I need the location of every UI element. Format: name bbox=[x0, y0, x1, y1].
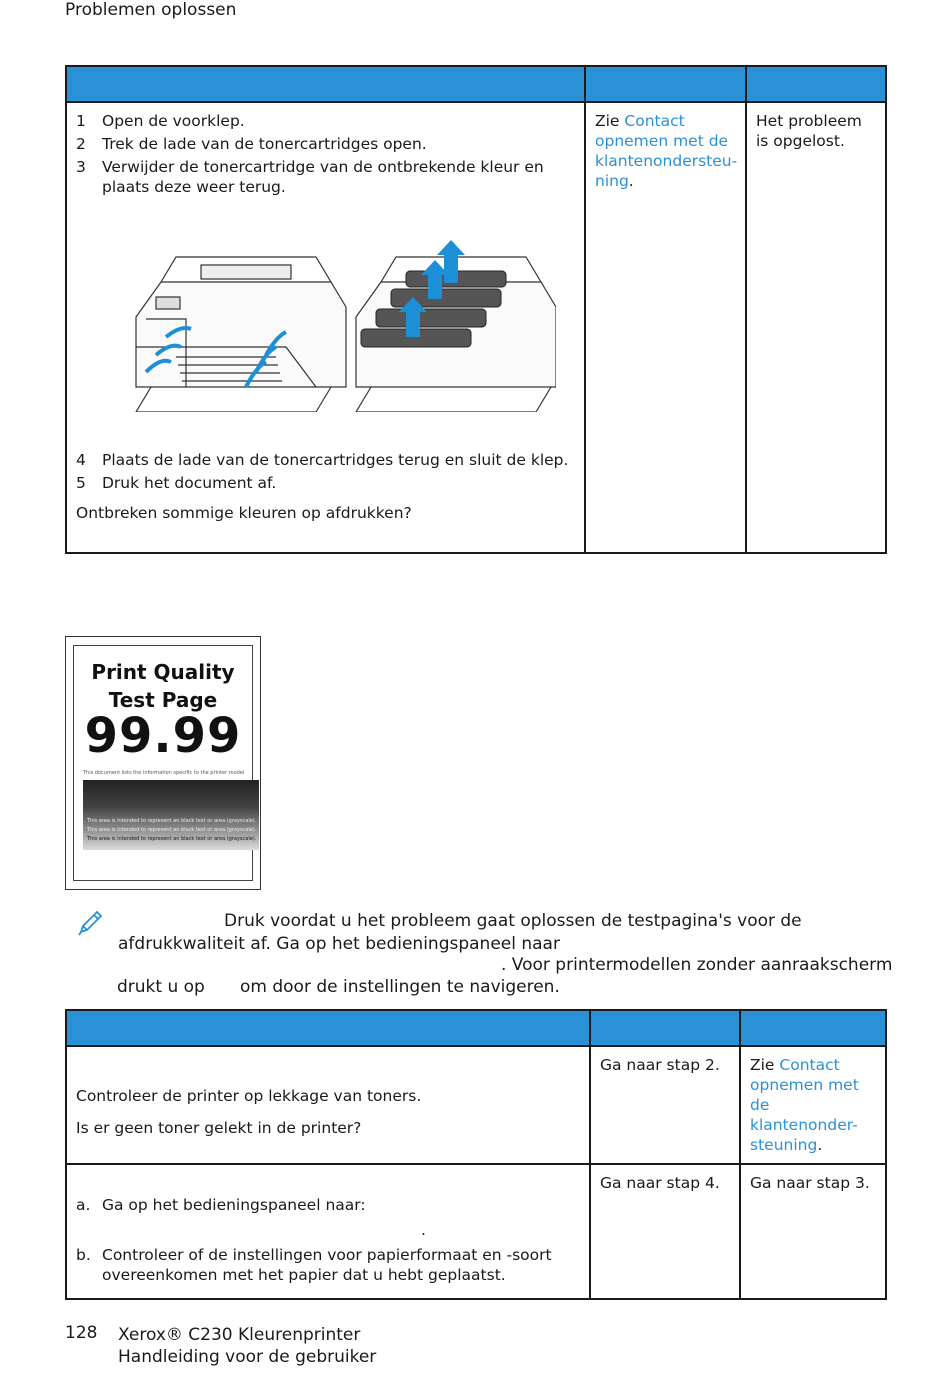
yes-suffix: . bbox=[628, 172, 634, 190]
substep-label: b. bbox=[76, 1246, 91, 1264]
note-line-3: . Voor printermodellen zonder aanraakscherm bbox=[501, 955, 893, 975]
table-header-row bbox=[66, 1010, 886, 1046]
header-cell-yes bbox=[585, 66, 746, 102]
note-line-4b: om door de instellingen te navigeren. bbox=[240, 977, 560, 997]
list-item bbox=[76, 1245, 580, 1285]
yes-cell bbox=[585, 102, 746, 553]
toner-cartridge-illustration bbox=[116, 237, 556, 412]
table-row bbox=[66, 1164, 886, 1299]
step-text: Trek de lade van de tonercartridges open. bbox=[102, 135, 427, 153]
table-row bbox=[66, 102, 886, 553]
substep-text: Ga op het bedieningspaneel naar: bbox=[102, 1196, 366, 1214]
no-cell: Het probleem is opgelost. bbox=[746, 102, 886, 553]
contact-support-link[interactable]: Contact opnemen met de klantenondersteu-ning bbox=[595, 112, 738, 190]
substep-list bbox=[76, 1195, 580, 1285]
sample-gray-line: This area is intended to represent an black text or area (grayscale). bbox=[87, 818, 257, 824]
header-cell-action bbox=[66, 66, 585, 102]
sample-page bbox=[73, 645, 257, 881]
note-line-2: afdrukkwaliteit af. Ga op het bedieningspaneel naar bbox=[118, 934, 560, 954]
menu-path-end: . bbox=[421, 1221, 426, 1239]
step-list bbox=[76, 111, 575, 197]
table-row bbox=[66, 1046, 886, 1164]
no-cell: Ga naar stap 3. bbox=[740, 1164, 886, 1299]
pencil-icon bbox=[75, 908, 105, 938]
list-item bbox=[76, 473, 575, 493]
note-line-4a: drukt u op bbox=[117, 977, 205, 997]
no-prefix: Zie bbox=[750, 1056, 780, 1074]
step-number: 4 bbox=[76, 451, 86, 469]
list-item bbox=[76, 1195, 580, 1215]
sample-gradient-area bbox=[83, 780, 259, 850]
header-cell-action bbox=[66, 1010, 590, 1046]
list-item bbox=[76, 157, 575, 197]
no-suffix: . bbox=[817, 1136, 823, 1154]
list-item bbox=[76, 134, 575, 154]
troubleshoot-table-colors bbox=[65, 65, 887, 554]
sample-gray-line: This area is intended to represent an black text or area (grayscale). bbox=[87, 827, 257, 833]
action-text: Controleer de printer op lekkage van toners. bbox=[76, 1087, 422, 1105]
step-number: 5 bbox=[76, 474, 86, 492]
action-cell bbox=[66, 1046, 590, 1164]
step-text: Open de voorklep. bbox=[102, 112, 245, 130]
sample-number: 99.99 bbox=[84, 708, 242, 764]
question-text: Is er geen toner gelekt in de printer? bbox=[76, 1119, 362, 1137]
table-header-row bbox=[66, 66, 886, 102]
yes-prefix: Zie bbox=[595, 112, 625, 130]
footer-guide: Handleiding voor de gebruiker bbox=[118, 1347, 377, 1367]
step-text: Plaats de lade van de tonercartridges terug en sluit de klep. bbox=[102, 451, 569, 469]
sample-gray-line: This area is intended to represent an black text or area (grayscale). bbox=[87, 836, 257, 842]
troubleshoot-table-toner bbox=[65, 1009, 887, 1300]
sample-fine-print: This document lists the information specific to the printer model bbox=[83, 770, 245, 776]
page-header: Problemen oplossen bbox=[65, 0, 237, 20]
step-list-continued bbox=[76, 450, 575, 493]
list-item bbox=[76, 450, 575, 470]
note-line-1: Druk voordat u het probleem gaat oplossen de testpagina's voor de bbox=[224, 911, 802, 931]
substep-label: a. bbox=[76, 1196, 91, 1214]
page-number: 128 bbox=[65, 1323, 98, 1343]
print-quality-sample-image bbox=[65, 636, 261, 890]
no-cell bbox=[740, 1046, 886, 1164]
header-cell-no bbox=[746, 66, 886, 102]
footer-product: Xerox® C230 Kleurenprinter bbox=[118, 1325, 361, 1345]
action-cell bbox=[66, 1164, 590, 1299]
sample-title-line1: Print Quality bbox=[91, 660, 235, 684]
list-item bbox=[76, 111, 575, 131]
contact-support-link[interactable]: Contact opnemen met de klantenonder-steuning bbox=[750, 1056, 859, 1154]
action-cell bbox=[66, 102, 585, 553]
step-number: 3 bbox=[76, 158, 86, 176]
step-number: 2 bbox=[76, 135, 86, 153]
step-number: 1 bbox=[76, 112, 86, 130]
yes-cell: Ga naar stap 4. bbox=[590, 1164, 740, 1299]
question-text: Ontbreken sommige kleuren op afdrukken? bbox=[76, 504, 412, 522]
step-text: Druk het document af. bbox=[102, 474, 277, 492]
header-cell-yes bbox=[590, 1010, 740, 1046]
yes-cell: Ga naar stap 2. bbox=[590, 1046, 740, 1164]
step-text: Verwijder de tonercartridge van de ontbrekende kleur en plaats deze weer terug. bbox=[102, 158, 544, 196]
substep-text: Controleer of de instellingen voor papierformaat en -soort overeenkomen met het papier dat u hebt geplaatst. bbox=[102, 1246, 552, 1284]
list-item bbox=[76, 1220, 580, 1240]
header-cell-no bbox=[740, 1010, 886, 1046]
sample-title-line2: Test Page bbox=[108, 688, 218, 712]
